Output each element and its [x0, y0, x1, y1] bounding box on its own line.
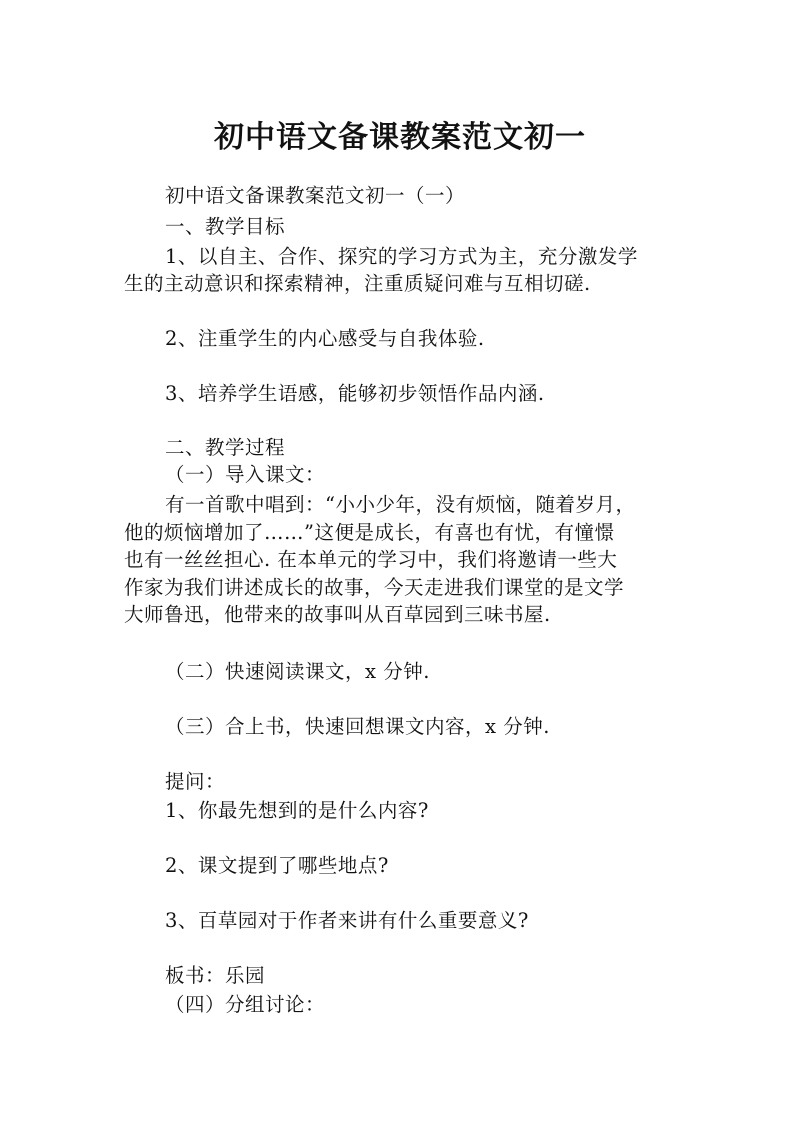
objective-1-line-2: 生的主动意识和探索精神，注重质疑问难与互相切磋.	[124, 272, 591, 295]
intro-paragraph-line-5: 大师鲁迅，他带来的故事叫从百草园到三味书屋.	[124, 603, 551, 626]
objective-2: 2、注重学生的内心感受与自我体验.	[165, 327, 485, 350]
questions-heading: 提问：	[165, 770, 226, 793]
objective-1-line-1: 1、以自主、合作、探究的学习方式为主，充分激发学	[165, 245, 638, 268]
step-3: （三）合上书，快速回想课文内容，x 分钟.	[165, 715, 550, 738]
objectives-heading: 一、教学目标	[165, 215, 286, 238]
question-3: 3、百草园对于作者来讲有什么重要意义?	[165, 909, 529, 932]
section-heading: 初中语文备课教案范文初一（一）	[165, 184, 466, 207]
step-2: （二）快速阅读课文，x 分钟.	[165, 660, 430, 683]
step-1-heading: （一）导入课文：	[165, 463, 326, 486]
intro-paragraph-line-2: 他的烦恼增加了……”这便是成长，有喜也有忧，有憧憬	[124, 521, 615, 544]
intro-paragraph-line-3: 也有一丝丝担心. 在本单元的学习中，我们将邀请一些大	[124, 548, 618, 571]
objective-3: 3、培养学生语感，能够初步领悟作品内涵.	[165, 382, 545, 405]
step-4-heading: （四）分组讨论：	[165, 993, 326, 1016]
question-1: 1、你最先想到的是什么内容?	[165, 799, 429, 822]
intro-paragraph-line-4: 作家为我们讲述成长的故事，今天走进我们课堂的是文学	[124, 576, 625, 599]
intro-paragraph-line-1: 有一首歌中唱到：“小小少年，没有烦恼，随着岁月，	[165, 493, 636, 516]
board-note: 板书：乐园	[165, 964, 266, 987]
document-title: 初中语文备课教案范文初一	[214, 120, 586, 155]
process-heading: 二、教学过程	[165, 436, 286, 459]
question-2: 2、课文提到了哪些地点?	[165, 854, 389, 877]
